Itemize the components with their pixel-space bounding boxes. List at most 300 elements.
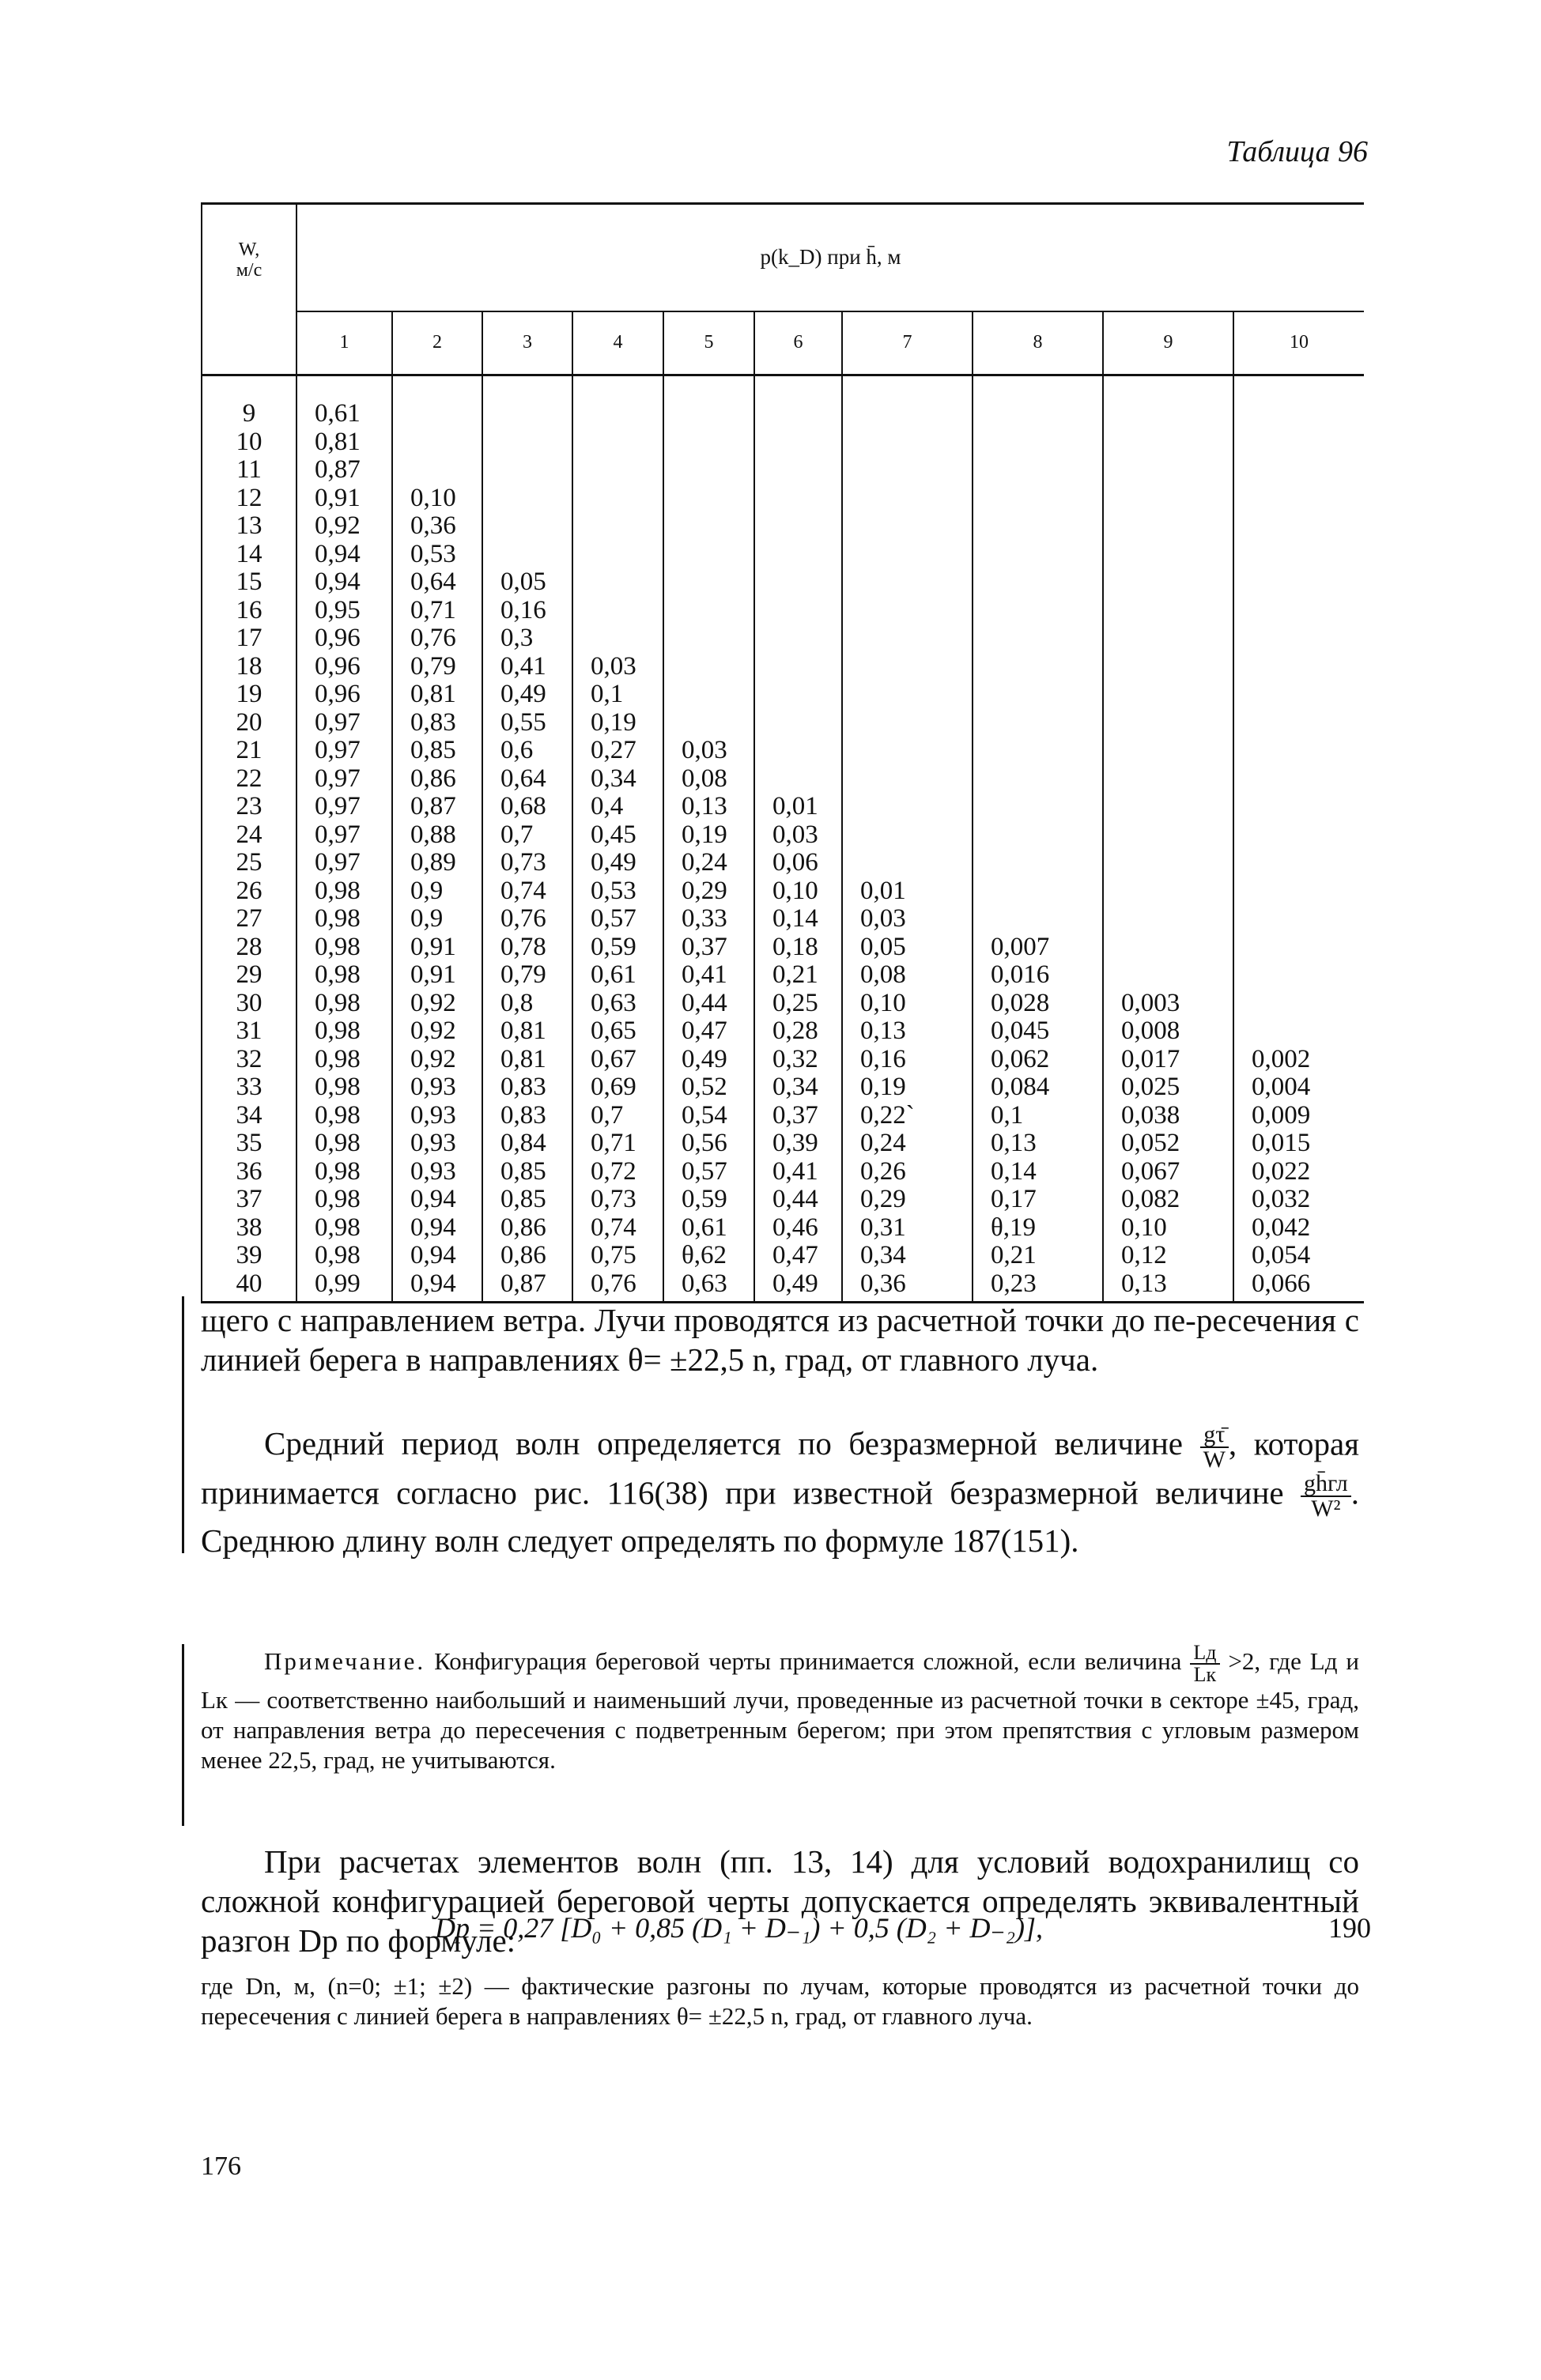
table-cell: 0,67 (591, 1044, 636, 1073)
table-cell (772, 400, 841, 428)
table-cell (682, 400, 754, 428)
table-cell (991, 765, 1102, 794)
table-cell: 0,002 (1252, 1044, 1311, 1073)
wind-speed-value: 27 (236, 904, 262, 933)
fraction-denominator: W² (1311, 1496, 1341, 1522)
table-cell (860, 653, 972, 681)
wind-speed-value: 13 (236, 511, 262, 540)
table-cell: 0,015 (1252, 1129, 1311, 1157)
table-cell: 0,8 (500, 988, 534, 1017)
column-header-9: 9 (1103, 311, 1233, 375)
table-cell: 0,73 (591, 1185, 636, 1213)
table-cell: 0,98 (315, 1213, 361, 1242)
table-cell: 0,93 (410, 1073, 456, 1101)
table-cell: 0,31 (860, 1213, 906, 1242)
table-cell: 0,98 (315, 960, 361, 989)
value-column-8 (973, 375, 1103, 1303)
table-cell (1121, 568, 1233, 597)
table-cell: 0,19 (860, 1073, 906, 1101)
table-cell (772, 765, 841, 794)
table-cell: 0,042 (1252, 1213, 1311, 1242)
table-cell (772, 512, 841, 541)
wind-speed-value: 18 (236, 651, 262, 681)
table-cell: 0,71 (591, 1129, 636, 1157)
table-cell (1121, 821, 1233, 850)
table-cell: 0,23 (991, 1269, 1037, 1298)
table-cell: 0,73 (500, 848, 546, 877)
table-cell: 0,97 (315, 848, 361, 877)
paragraph-mean-period-text-3: . Среднюю длину волн следует определять по формуле 187(151). (201, 1474, 1360, 1559)
formula-explanation: где Dn, м, (n=0; ±1; ±2) — фактические разгоны по лучам, которые проводятся из расчетной точки до пересечения с линией берега в направлениях θ= ±22,5 n, град, от главного луча. (201, 1972, 1359, 2030)
wind-speed-value: 10 (236, 427, 262, 456)
table-cell: 0,44 (772, 1185, 818, 1213)
table-cell (860, 597, 972, 625)
table-cell (1121, 485, 1233, 513)
table-cell: 0,10 (860, 988, 906, 1017)
value-column-5 (663, 375, 754, 1303)
table-cell: 0,009 (1252, 1100, 1311, 1130)
wind-speed-value: 34 (236, 1100, 262, 1130)
table-cell (1121, 849, 1233, 877)
wind-header-symbol: W, (238, 240, 260, 260)
wind-speed-value: 9 (242, 399, 256, 428)
table-cell: 0,61 (591, 960, 636, 989)
table-cell (410, 428, 482, 457)
wind-speed-value: 19 (236, 680, 262, 708)
wind-speed-value: 37 (236, 1185, 262, 1213)
table-cell (500, 512, 572, 541)
table-cell (860, 428, 972, 457)
table-cell: 0,97 (315, 707, 361, 737)
table-cell (500, 485, 572, 513)
value-column-9 (1103, 375, 1233, 1303)
table-cell: 0,52 (682, 1073, 727, 1101)
table-cell: 0,05 (500, 568, 546, 596)
table-cell (991, 821, 1102, 850)
table-cell (1252, 681, 1364, 709)
table-cell (682, 597, 754, 625)
table-cell: 0,87 (315, 455, 361, 484)
table-cell: 0,94 (410, 1241, 456, 1269)
table-cell: 0,9 (410, 876, 444, 905)
table-cell (410, 456, 482, 485)
table-cell: 0,44 (682, 988, 727, 1017)
table-cell: 0,025 (1121, 1073, 1180, 1101)
table-cell: 0,98 (315, 1016, 361, 1045)
table-cell (1252, 765, 1364, 794)
table-cell: 0,47 (772, 1241, 818, 1269)
table-cell: 0,83 (500, 1073, 546, 1101)
table-cell (860, 681, 972, 709)
table-cell: 0,94 (410, 1185, 456, 1213)
table-cell (860, 624, 972, 653)
paragraph-mean-period (201, 1423, 1359, 1560)
wind-speed-value: 11 (236, 455, 262, 484)
table-cell: 0,10 (772, 876, 818, 905)
note-text-1: Конфигурация береговой черты принимается сложной, если величина (434, 1647, 1182, 1676)
paragraph-mean-period-text-2: , которая принимается согласно рис. 116(38) при известной безразмерной величине (201, 1425, 1359, 1511)
table-cell (1121, 428, 1233, 457)
table-cell: 0,94 (410, 1269, 456, 1298)
wind-speed-header (202, 204, 296, 375)
table-cell (1121, 709, 1233, 737)
table-cell: 0,062 (991, 1044, 1050, 1073)
table-cell: 0,49 (682, 1044, 727, 1073)
table-cell: 0,93 (410, 1156, 456, 1186)
table-cell: 0,63 (682, 1269, 727, 1298)
table-cell: 0,13 (860, 1016, 906, 1045)
note-text-2: >2, где Lд и Lк — соответственно наибольший и наименьший лучи, проведенные из расчетной точки в секторе ±45, град, от направления ветра до пересечения с подветренным берегом; при этом препятствия с угловым размером менее 22,5, град, не учитываются. (201, 1647, 1360, 1774)
table-cell: 0,97 (315, 820, 361, 849)
table-cell: 0,74 (591, 1213, 636, 1242)
table-cell: 0,038 (1121, 1100, 1180, 1130)
table-cell: 0,98 (315, 876, 361, 905)
table-cell: 0,69 (591, 1073, 636, 1101)
table-cell: θ,62 (682, 1241, 727, 1269)
wind-speed-value: 24 (236, 820, 262, 849)
table-cell (1121, 624, 1233, 653)
wind-speed-value: 22 (236, 764, 262, 793)
table-cell: 0,98 (315, 1044, 361, 1073)
fraction-gh-over-w2 (1301, 1472, 1351, 1521)
table-cell: 0,16 (860, 1044, 906, 1073)
table-cell: 0,24 (860, 1129, 906, 1157)
table-cell: 0,37 (772, 1100, 818, 1130)
table-cell (682, 456, 754, 485)
formula-number: 190 (1328, 1912, 1371, 1944)
table-cell: 0,89 (410, 848, 456, 877)
table-cell (991, 541, 1102, 569)
table-cell: 0,83 (410, 707, 456, 737)
table-cell (1252, 709, 1364, 737)
table-cell (1121, 737, 1233, 765)
table-cell (682, 485, 754, 513)
table-cell (1121, 597, 1233, 625)
wind-speed-value: 20 (236, 707, 262, 737)
table-cell (860, 709, 972, 737)
wind-speed-value: 17 (236, 624, 262, 652)
table-cell: 0,59 (682, 1185, 727, 1213)
table-cell: 0,6 (500, 736, 534, 764)
table-cell: 0,26 (860, 1156, 906, 1186)
table-cell (591, 512, 663, 541)
table-caption: Таблица 96 (1226, 135, 1368, 168)
table-cell: 0,87 (410, 792, 456, 820)
table-cell (682, 541, 754, 569)
table-cell: 0,98 (315, 932, 361, 961)
table-cell: 0,57 (591, 904, 636, 933)
table-cell (991, 653, 1102, 681)
table-cell: 0,81 (500, 1016, 546, 1045)
table-cell: 0,56 (682, 1129, 727, 1157)
table-cell: 0,99 (315, 1269, 361, 1298)
table-cell: 0,01 (772, 792, 818, 820)
table-cell: 0,85 (410, 736, 456, 764)
table-cell: 0,007 (991, 932, 1050, 961)
table-cell: 0,49 (772, 1269, 818, 1298)
table-cell: 0,028 (991, 988, 1050, 1017)
table-cell (1121, 877, 1233, 906)
table-cell: 0,1 (991, 1100, 1024, 1130)
table-cell: 0,88 (410, 820, 456, 849)
table-cell: 0,98 (315, 904, 361, 933)
table-cell (591, 568, 663, 597)
table-cell: 0,4 (591, 792, 624, 820)
table-cell: 0,41 (772, 1156, 818, 1186)
table-cell: 0,06 (772, 848, 818, 877)
wind-speed-value: 40 (236, 1269, 262, 1298)
table-cell (860, 793, 972, 821)
value-column-4 (572, 375, 663, 1303)
table-cell (1252, 653, 1364, 681)
table-cell: 0,34 (772, 1073, 818, 1101)
table-cell: 0,81 (315, 427, 361, 456)
table-cell (991, 512, 1102, 541)
table-cell: 0,93 (410, 1129, 456, 1157)
table-cell: 0,36 (860, 1269, 906, 1298)
table-cell: 0,29 (860, 1185, 906, 1213)
table-cell (500, 428, 572, 457)
wind-speed-value: 33 (236, 1073, 262, 1101)
table-cell (591, 400, 663, 428)
table-cell: 0,49 (500, 680, 546, 708)
wind-speed-value: 28 (236, 932, 262, 961)
table-cell: 0,7 (591, 1100, 624, 1130)
table-cell (860, 568, 972, 597)
table-cell: 0,94 (410, 1213, 456, 1242)
table-cell: 0,84 (500, 1129, 546, 1157)
table-cell (1252, 877, 1364, 906)
table-cell: 0,79 (500, 960, 546, 989)
table-cell (991, 877, 1102, 906)
table-cell: 0,34 (860, 1241, 906, 1269)
table-cell: 0,98 (315, 1185, 361, 1213)
table-cell (1121, 961, 1233, 990)
table-cell (1252, 934, 1364, 962)
table-cell (772, 681, 841, 709)
formula-190: Dр = 0,27 [D₀ + 0,85 (D₁ + D₋₁) + 0,5 (D₂ + D₋₂)], (435, 1912, 1044, 1944)
table-cell (1252, 737, 1364, 765)
table-cell (860, 541, 972, 569)
fraction-numerator: gh̄гл (1301, 1472, 1351, 1497)
table-cell: 0,066 (1252, 1269, 1311, 1298)
table-cell (772, 653, 841, 681)
table-cell (1252, 961, 1364, 990)
table-cell: 0,85 (500, 1156, 546, 1186)
table-cell: 0,83 (500, 1100, 546, 1130)
table-cell: 0,13 (991, 1129, 1037, 1157)
table-cell (1252, 512, 1364, 541)
table-cell: 0,68 (500, 792, 546, 820)
table-cell: 0,94 (315, 539, 361, 568)
table-cell: 0,97 (315, 792, 361, 820)
wind-speed-value: 15 (236, 568, 262, 596)
wind-speed-value: 14 (236, 539, 262, 568)
table-cell: 0,63 (591, 988, 636, 1017)
table-cell: 0,45 (591, 820, 636, 849)
table-cell (682, 512, 754, 541)
table-cell (591, 541, 663, 569)
table-cell (682, 624, 754, 653)
table-cell (1252, 793, 1364, 821)
table-cell (860, 485, 972, 513)
fraction-gtau-over-w (1200, 1423, 1229, 1472)
table-cell (591, 624, 663, 653)
paragraph-mean-period-text-1: Средний период волн определяется по безразмерной величине (264, 1425, 1183, 1462)
table-cell (1252, 849, 1364, 877)
table-cell: 0,93 (410, 1100, 456, 1130)
table-cell (772, 737, 841, 765)
value-column-2 (392, 375, 482, 1303)
table-cell: 0,16 (500, 595, 546, 624)
column-header-8: 8 (973, 311, 1103, 375)
table-cell (1252, 905, 1364, 934)
table-cell (772, 568, 841, 597)
table-cell (1252, 541, 1364, 569)
table-body-row (202, 375, 1364, 1303)
table-cell: 0,97 (315, 736, 361, 764)
table-cell: 0,03 (772, 820, 818, 849)
fraction-numerator: gτ̄ (1200, 1423, 1229, 1448)
table-cell: 0,13 (1121, 1269, 1167, 1298)
table-cell: 0,01 (860, 876, 906, 905)
table-cell (991, 737, 1102, 765)
column-header-3: 3 (482, 311, 572, 375)
table-cell: 0,10 (410, 483, 456, 512)
table-cell: 0,054 (1252, 1241, 1311, 1269)
table-cell: 0,082 (1121, 1185, 1180, 1213)
table-cell: θ,19 (991, 1213, 1037, 1242)
table-cell: 0,25 (772, 988, 818, 1017)
table-cell (1252, 428, 1364, 457)
fraction-numerator: Lд (1190, 1643, 1219, 1665)
table-cell: 0,97 (315, 764, 361, 793)
table-cell: 0,96 (315, 651, 361, 681)
table-cell (860, 765, 972, 794)
table-cell (772, 597, 841, 625)
wind-speed-value: 26 (236, 876, 262, 905)
table-cell: 0,91 (315, 483, 361, 512)
table-cell (991, 681, 1102, 709)
table-cell: 0,10 (1121, 1213, 1167, 1242)
table-cell: 0,7 (500, 820, 534, 849)
table-cell (860, 512, 972, 541)
table-cell (1252, 624, 1364, 653)
note-label: Примечание. (264, 1647, 426, 1676)
table-cell: 0,81 (500, 1044, 546, 1073)
column-header-4: 4 (572, 311, 663, 375)
table-cell: 0,24 (682, 848, 727, 877)
table-cell: 0,3 (500, 624, 534, 652)
table-cell: 0,79 (410, 651, 456, 681)
wind-speed-value: 38 (236, 1213, 262, 1242)
table-cell: 0,55 (500, 707, 546, 737)
table-cell: 0,12 (1121, 1241, 1167, 1269)
table-cell: 0,57 (682, 1156, 727, 1186)
table-cell: 0,067 (1121, 1156, 1180, 1186)
table-cell (682, 428, 754, 457)
wind-speed-value: 12 (236, 483, 262, 512)
table-cell: 0,98 (315, 988, 361, 1017)
table-cell: 0,76 (410, 624, 456, 652)
table-cell (991, 485, 1102, 513)
table-cell: 0,53 (591, 876, 636, 905)
table-cell (1121, 681, 1233, 709)
table-cell: 0,81 (410, 680, 456, 708)
table-cell: 0,86 (500, 1213, 546, 1242)
table-cell (591, 597, 663, 625)
table-cell: 0,53 (410, 539, 456, 568)
table-cell: 0,39 (772, 1129, 818, 1157)
table-cell: 0,08 (682, 764, 727, 793)
table-cell: 0,017 (1121, 1044, 1180, 1073)
table-cell (1121, 793, 1233, 821)
table-cell: 0,72 (591, 1156, 636, 1186)
table-cell: 0,98 (315, 1073, 361, 1101)
table-cell: 0,13 (682, 792, 727, 820)
table-cell (591, 456, 663, 485)
value-column-6 (754, 375, 842, 1303)
table-cell: 0,052 (1121, 1129, 1180, 1157)
table-cell: 0,92 (410, 1044, 456, 1073)
paragraph-equivalent-fetch: При расчетах элементов волн (пп. 13, 14) для условий водохранилищ со сложной конфигурацией береговой черты допускается определять эквивалентный разгон Dр по формуле: (201, 1843, 1359, 1959)
wind-speed-value: 32 (236, 1044, 262, 1073)
table-cell: 0,94 (315, 568, 361, 596)
table-cell: 0,34 (591, 764, 636, 793)
table-cell: 0,14 (772, 904, 818, 933)
table-cell: 0,18 (772, 932, 818, 961)
value-column-7 (842, 375, 973, 1303)
table-cell: 0,33 (682, 904, 727, 933)
table-cell (860, 737, 972, 765)
table-cell: 0,54 (682, 1100, 727, 1130)
table-cell: 0,21 (772, 960, 818, 989)
table-cell: 0,004 (1252, 1073, 1311, 1101)
table-cell: 0,91 (410, 960, 456, 989)
table-cell (1121, 456, 1233, 485)
wind-speed-value: 29 (236, 960, 262, 989)
table-cell (772, 485, 841, 513)
table-cell: 0,17 (991, 1185, 1037, 1213)
table-cell: 0,98 (315, 1241, 361, 1269)
fraction-ld-over-lk (1190, 1643, 1219, 1685)
table-cell: 0,14 (991, 1156, 1037, 1186)
table-cell (991, 456, 1102, 485)
column-header-2: 2 (392, 311, 482, 375)
table-cell (1121, 934, 1233, 962)
wind-speed-value: 39 (236, 1241, 262, 1269)
table-cell: 0,71 (410, 595, 456, 624)
table-cell: 0,32 (772, 1044, 818, 1073)
table-cell (860, 400, 972, 428)
table-cell (772, 624, 841, 653)
table-cell: 0,045 (991, 1016, 1050, 1045)
wind-speed-column (202, 375, 296, 1303)
table-cell (991, 624, 1102, 653)
table-cell (410, 400, 482, 428)
table-cell (991, 709, 1102, 737)
table-cell: 0,41 (500, 651, 546, 681)
table-cell: 0,032 (1252, 1185, 1311, 1213)
table-cell: 0,74 (500, 876, 546, 905)
value-column-3 (482, 375, 572, 1303)
table-cell (772, 541, 841, 569)
table-cell: 0,98 (315, 1129, 361, 1157)
table-cell: 0,022 (1252, 1156, 1311, 1186)
column-header-row (202, 311, 1364, 375)
column-header-5: 5 (663, 311, 754, 375)
wind-speed-value: 21 (236, 736, 262, 764)
